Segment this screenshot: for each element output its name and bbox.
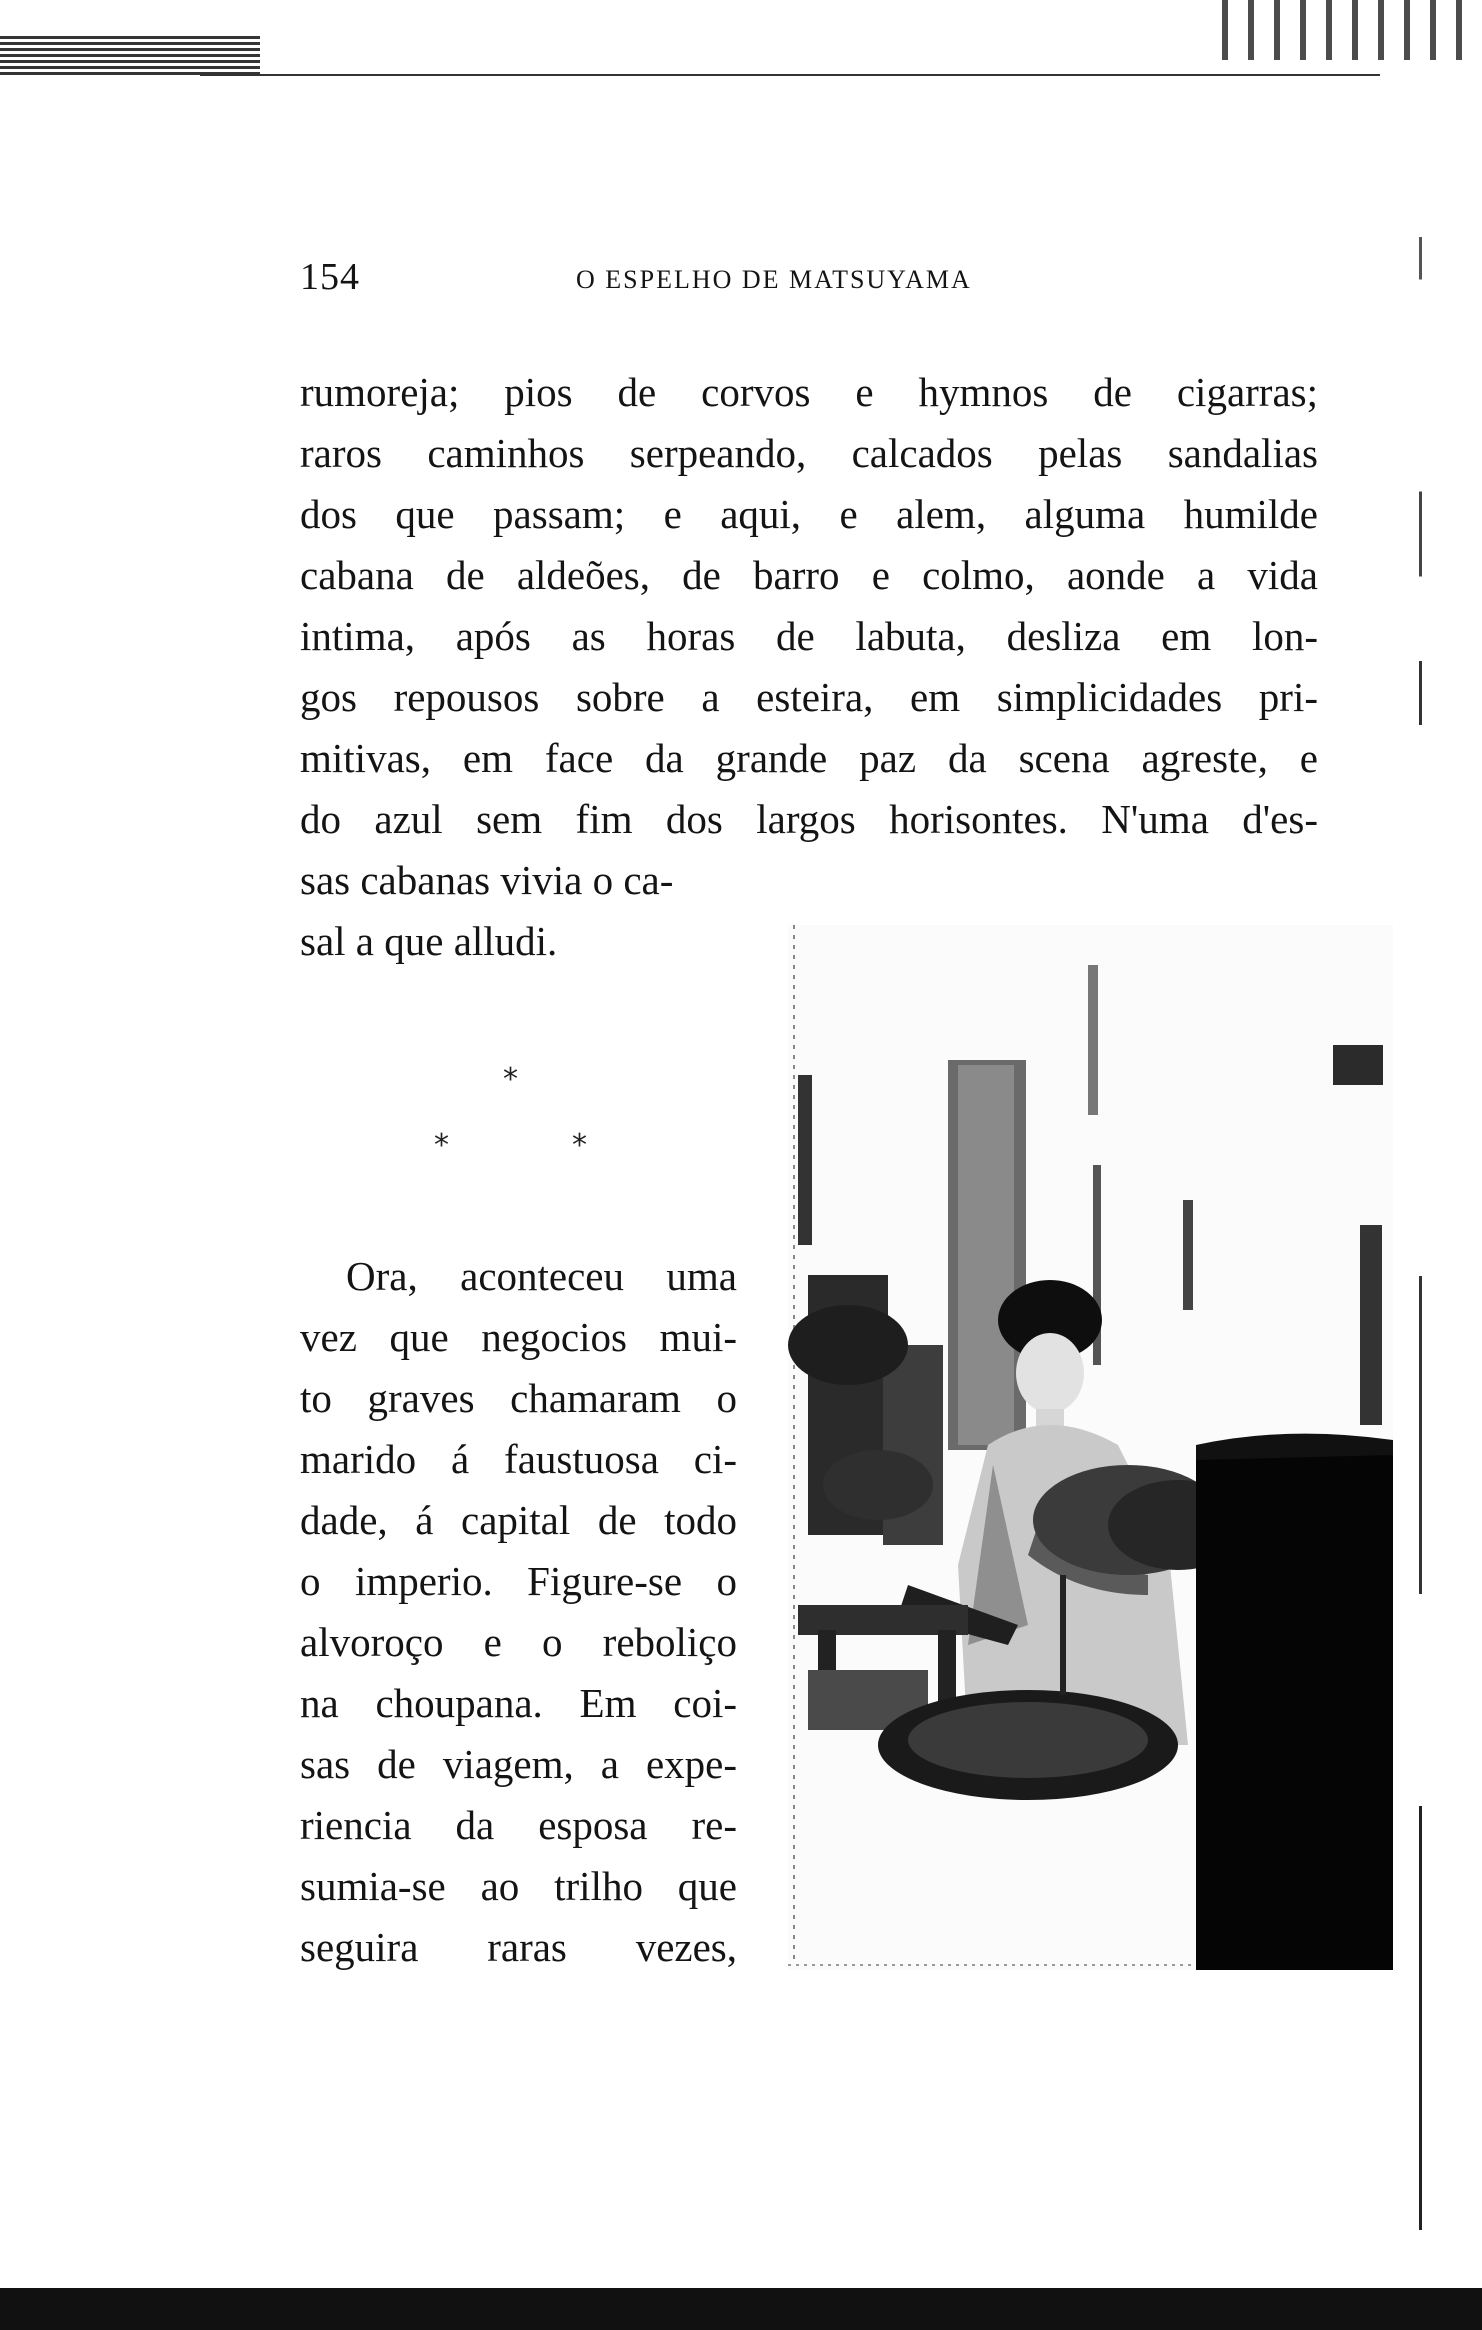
section-break-asterism <box>405 1062 605 1182</box>
text-line: dade, á capital de todo <box>300 1497 737 1543</box>
text-line: seguira raras vezes, <box>300 1924 737 1970</box>
running-title: O ESPELHO DE MATSUYAMA <box>576 265 972 294</box>
text-line: cabana de aldeões, de barro e colmo, aonde a vida <box>300 552 1318 598</box>
text-line: to graves chamaram o <box>300 1375 737 1421</box>
text-line: riencia da esposa re- <box>300 1802 737 1848</box>
text-line: gos repousos sobre a esteira, em simplicidades pri- <box>300 674 1318 720</box>
asterisk-glyph: * <box>572 1128 587 1163</box>
text-line: do azul sem fim dos largos horisontes. N'uma d'es- <box>300 796 1318 842</box>
text-line: intima, após as horas de labuta, desliza em lon- <box>300 613 1318 659</box>
asterisk-glyph: * <box>503 1062 518 1097</box>
scan-artifact-top-left <box>0 36 260 76</box>
text-line: sumia-se ao trilho que <box>300 1863 737 1909</box>
illustration-plate <box>788 925 1393 1970</box>
scan-artifact-top-rule <box>200 74 1380 76</box>
text-line: mitivas, em face da grande paz da scena agreste, e <box>300 735 1318 781</box>
text-line: rumoreja; pios de corvos e hymnos de cigarras; <box>300 369 1318 415</box>
text-line: vez que negocios mui- <box>300 1314 737 1360</box>
text-line: alvoroço e o reboliço <box>300 1619 737 1665</box>
body-text-full-width <box>300 362 1318 972</box>
text-line: sal a que alludi. <box>300 918 558 964</box>
text-line: sas cabanas vivia o ca- <box>300 857 674 903</box>
text-line: na choupana. Em coi- <box>300 1680 737 1726</box>
scan-artifact-right-edge <box>1419 110 1422 2230</box>
scan-artifact-top-right <box>1222 0 1482 60</box>
text-line: marido á faustuosa ci- <box>300 1436 737 1482</box>
illustration-photo <box>788 925 1393 1970</box>
text-line: o imperio. Figure-se o <box>300 1558 737 1604</box>
scan-artifact-bottom-edge <box>0 2260 1482 2330</box>
running-head <box>300 255 1040 315</box>
text-line: dos que passam; e aqui, e alem, alguma humilde <box>300 491 1318 537</box>
text-line: Ora, aconteceu uma <box>346 1253 737 1299</box>
text-line: raros caminhos serpeando, calcados pelas sandalias <box>300 430 1318 476</box>
asterisk-glyph: * <box>434 1128 449 1163</box>
text-line: sas de viagem, a expe- <box>300 1741 737 1787</box>
body-text-column <box>300 1246 737 1978</box>
page-number: 154 <box>300 256 360 298</box>
